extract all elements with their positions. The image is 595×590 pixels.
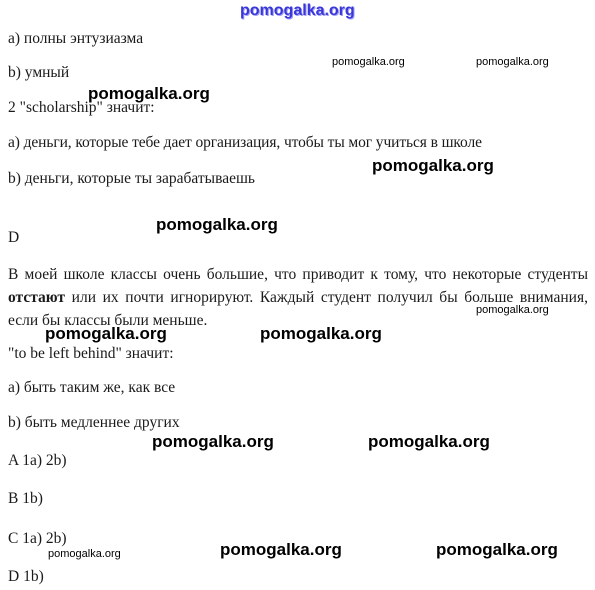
- watermark: pomogalka.org: [436, 540, 558, 559]
- q3-title: "to be left behind" значит:: [8, 345, 174, 362]
- watermark: pomogalka.org: [88, 84, 210, 103]
- paragraph-text: В моей школе классы очень большие, что приводит к тому, что некоторые студенты: [8, 266, 588, 283]
- watermark: pomogalka.org: [476, 304, 549, 316]
- answer-option-c: C 1a) 2b): [8, 530, 67, 547]
- watermark: pomogalka.org: [48, 548, 121, 560]
- q2-option-a: a) деньги, которые тебе дает организация, чтобы ты мог учиться в школе: [8, 134, 482, 151]
- watermark: pomogalka.org: [332, 56, 405, 68]
- q2-title: 2 "scholarship" значит:: [8, 99, 155, 116]
- watermark: pomogalka.org: [220, 540, 342, 559]
- watermark: pomogalka.org: [45, 324, 167, 343]
- paragraph-text: или их почти игнорируют. Каждый студент получил бы больше внимания, если бы классы были меньше.: [8, 289, 588, 329]
- q1-option-b: b) умный: [8, 64, 70, 81]
- answer-option-a: A 1a) 2b): [8, 452, 67, 469]
- section-d-paragraph: [8, 263, 588, 332]
- q1-option-a: a) полны энтузиазма: [8, 30, 144, 47]
- watermark: pomogalka.org: [152, 432, 274, 451]
- answer-option-d: D 1b): [8, 568, 44, 585]
- watermark-header: pomogalka.org: [240, 2, 355, 19]
- section-d-heading: D: [8, 229, 20, 246]
- q3-option-a: a) быть таким же, как все: [8, 379, 176, 396]
- watermark: pomogalka.org: [260, 324, 382, 343]
- q2-option-b: b) деньги, которые ты зарабатываешь: [8, 170, 255, 187]
- watermark: pomogalka.org: [156, 215, 278, 234]
- paragraph-bold-word: отстают: [8, 289, 66, 306]
- watermark: pomogalka.org: [476, 56, 549, 68]
- answer-option-b: B 1b): [8, 490, 43, 507]
- watermark: pomogalka.org: [368, 432, 490, 451]
- q3-option-b: b) быть медленнее других: [8, 414, 180, 431]
- watermark: pomogalka.org: [372, 156, 494, 175]
